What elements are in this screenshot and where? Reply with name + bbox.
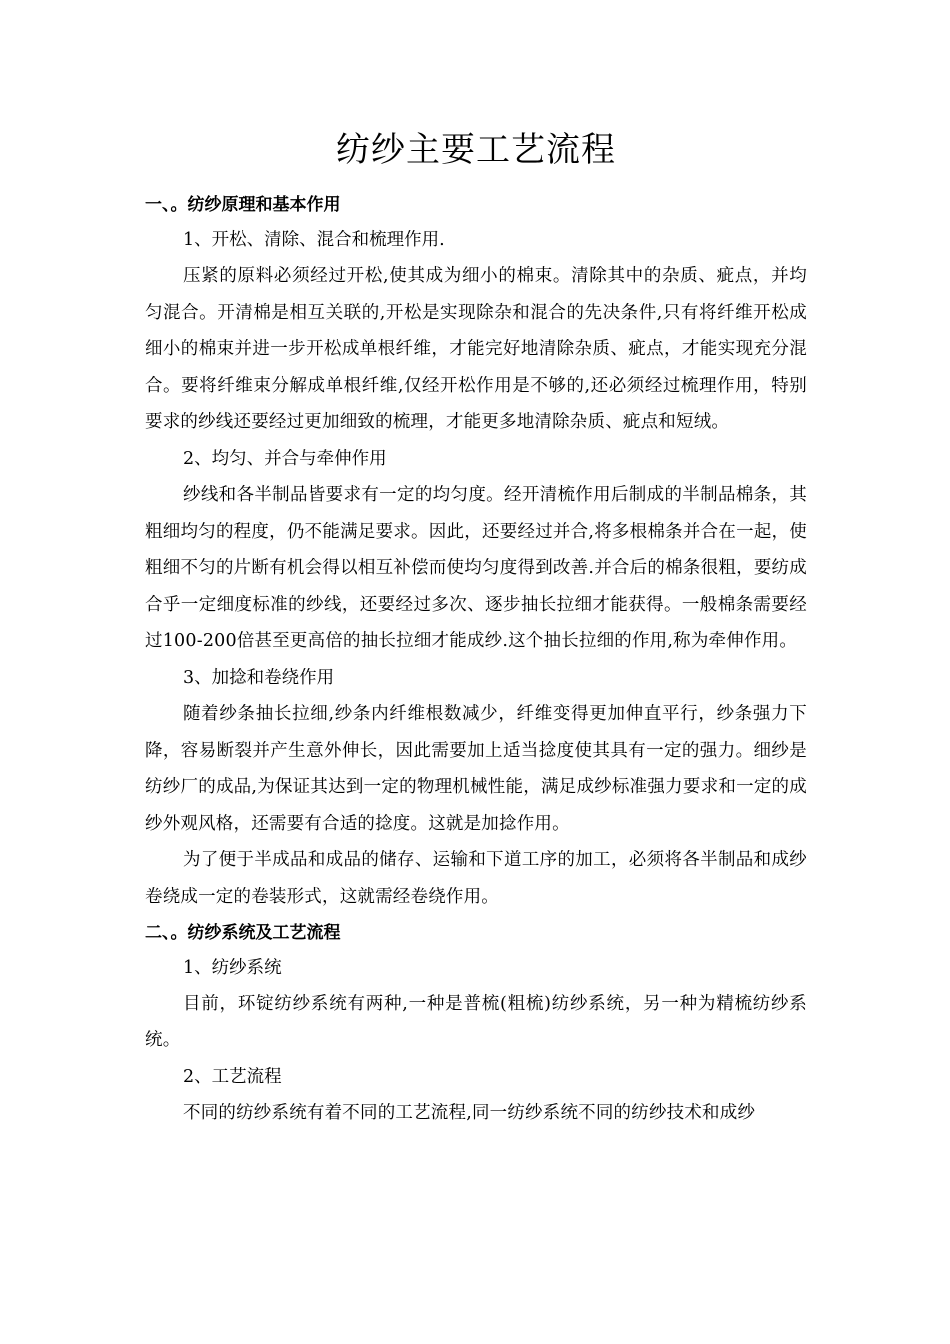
subheading-twisting: 3、加捻和卷绕作用 [183, 667, 335, 688]
paragraph-opening: 压紧的原料必须经过开松,使其成为细小的棉束。清除其中的杂质、疵点，并均匀混合。开清棉是相互关联的,开松是实现除杂和混合的先决条件,只有将纤维开松成细小的棉束并进一步开松成单根纤维，才能完好地清除杂质、疵点，才能实现充分混合。要将纤维束分解成单根纤维,仅经开松作用是不够的,还必须经过梳理作用，特别要求的纱线还要经过更加细致的梳理，才能更多地清除杂质、疵点和短绒。 [145, 266, 807, 433]
paragraph-twisting: 随着纱条抽长拉细,纱条内纤维根数减少，纤维变得更加伸直平行，纱条强力下降，容易断裂并产生意外伸长，因此需要加上适当捻度使其具有一定的强力。细纱是纺纱厂的成品,为保证其达到一定的物理机械性能，满足成纱标准强力要求和一定的成纱外观风格，还需要有合适的捻度。这就是加捻作用。 [145, 703, 807, 834]
paragraph-winding: 为了便于半成品和成品的储存、运输和下道工序的加工，必须将各半制品和成纱卷绕成一定的卷装形式，这就需经卷绕作用。 [145, 850, 807, 907]
subheading-spinning-system: 1、纺纱系统 [183, 957, 282, 978]
subheading-opening: 1、开松、清除、混合和梳理作用. [183, 230, 445, 250]
section-heading-principles: 一、。纺纱原理和基本作用 [145, 195, 341, 215]
paragraph-process-flow: 不同的纺纱系统有着不同的工艺流程,同一纺纱系统不同的纺纱技术和成纱 [183, 1102, 756, 1123]
paragraph-drafting: 纱线和各半制品皆要求有一定的均匀度。经开清梳作用后制成的半制品棉条，其粗细均匀的程度，仍不能满足要求。因此，还要经过并合,将多根棉条并合在一起，使粗细不匀的片断有机会得以相互补偿而使均匀度得到改善.并合后的棉条很粗，要纺成合乎一定细度标准的纱线，还要经过多次、逐步抽长拉细才能获得。一般棉条需要经过100-200倍甚至更高倍的抽长拉细才能成纱.这个抽长拉细的作用,称为牵伸作用。 [145, 484, 807, 652]
paragraph-spinning-system: 目前，环锭纺纱系统有两种,一种是普梳(粗梳)纺纱系统，另一种为精梳纺纱系统。 [145, 993, 807, 1051]
subheading-drafting: 2、均匀、并合与牵伸作用 [183, 448, 387, 469]
document-title: 纺纱主要工艺流程 [336, 130, 616, 170]
subheading-process-flow: 2、工艺流程 [183, 1066, 282, 1087]
section-heading-systems: 二、。纺纱系统及工艺流程 [145, 922, 341, 943]
document-page [145, 120, 807, 1131]
